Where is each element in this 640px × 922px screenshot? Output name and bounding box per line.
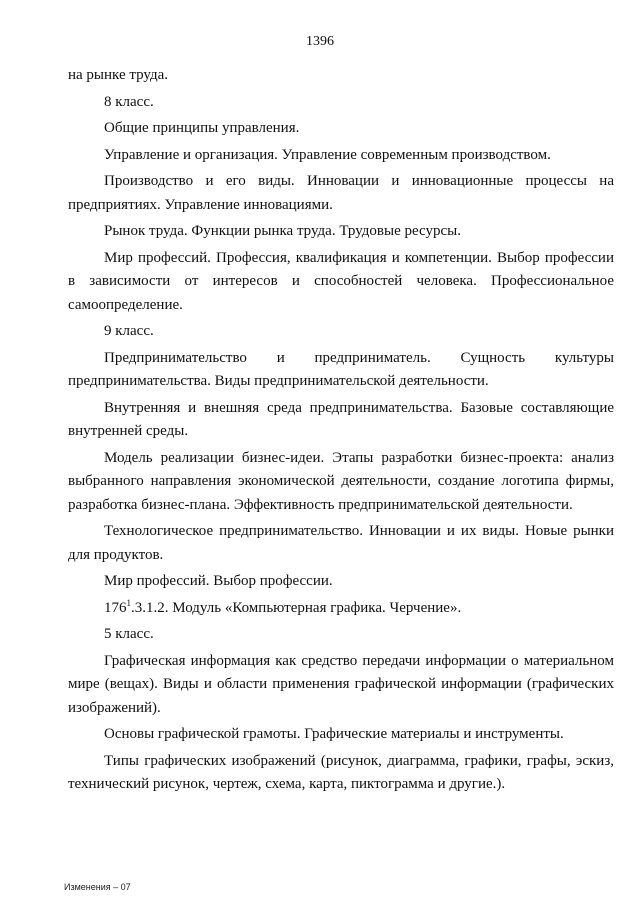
paragraph: Технологическое предпринимательство. Инновации и их виды. Новые рынки для продуктов. (68, 523, 614, 563)
paragraph: Мир профессий. Профессия, квалификация и компетенции. Выбор профессии в зависимости от интересов и способностей человека. Профессиональное самоопределение. (68, 249, 614, 313)
paragraph: Основы графической грамоты. Графические материалы и инструменты. (104, 726, 564, 742)
module-superscript: 1 (126, 597, 131, 608)
paragraph: 9 класс. (104, 323, 154, 339)
paragraph: 5 класс. (104, 626, 154, 642)
module-heading (68, 597, 614, 621)
paragraph: Рынок труда. Функции рынка труда. Трудовые ресурсы. (104, 223, 461, 239)
paragraph: Производство и его виды. Инновации и инновационные процессы на предприятиях. Управление инновациями. (68, 173, 614, 213)
paragraph: 8 класс. (104, 93, 154, 110)
paragraph: Управление и организация. Управление современным производством. (104, 146, 551, 163)
paragraph: Предпринимательство и предприниматель. Сущность культуры предпринимательства. Виды предпринимательской деятельности. (68, 349, 614, 389)
document-body (68, 64, 614, 800)
paragraph: Мир профессий. Выбор профессии. (104, 573, 333, 589)
module-number: 176 (104, 599, 127, 616)
paragraph: Графическая информация как средство передачи информации о материальном мире (вещах). Виды и области применения графической информации (графических изображений). (68, 652, 614, 716)
paragraph: Модель реализации бизнес-идеи. Этапы разработки бизнес-проекта: анализ выбранного направления экономической деятельности, создание логотипа фирмы, разработка бизнес-плана. Эффективность предпринимательской деятельности. (68, 449, 614, 513)
paragraph: Внутренняя и внешняя среда предпринимательства. Базовые составляющие внутренней среды. (68, 399, 614, 439)
paragraph: Типы графических изображений (рисунок, диаграмма, графики, графы, эскиз, технический рисунок, чертеж, схема, карта, пиктограмма и другие.). (68, 752, 614, 792)
paragraph: Общие принципы управления. (104, 120, 300, 136)
page-number: 1396 (306, 34, 334, 49)
module-title: .3.1.2. Модуль «Компьютерная графика. Черчение». (131, 599, 462, 616)
page-footer: Изменения – 07 (64, 882, 131, 892)
paragraph: на рынке труда. (68, 67, 168, 83)
